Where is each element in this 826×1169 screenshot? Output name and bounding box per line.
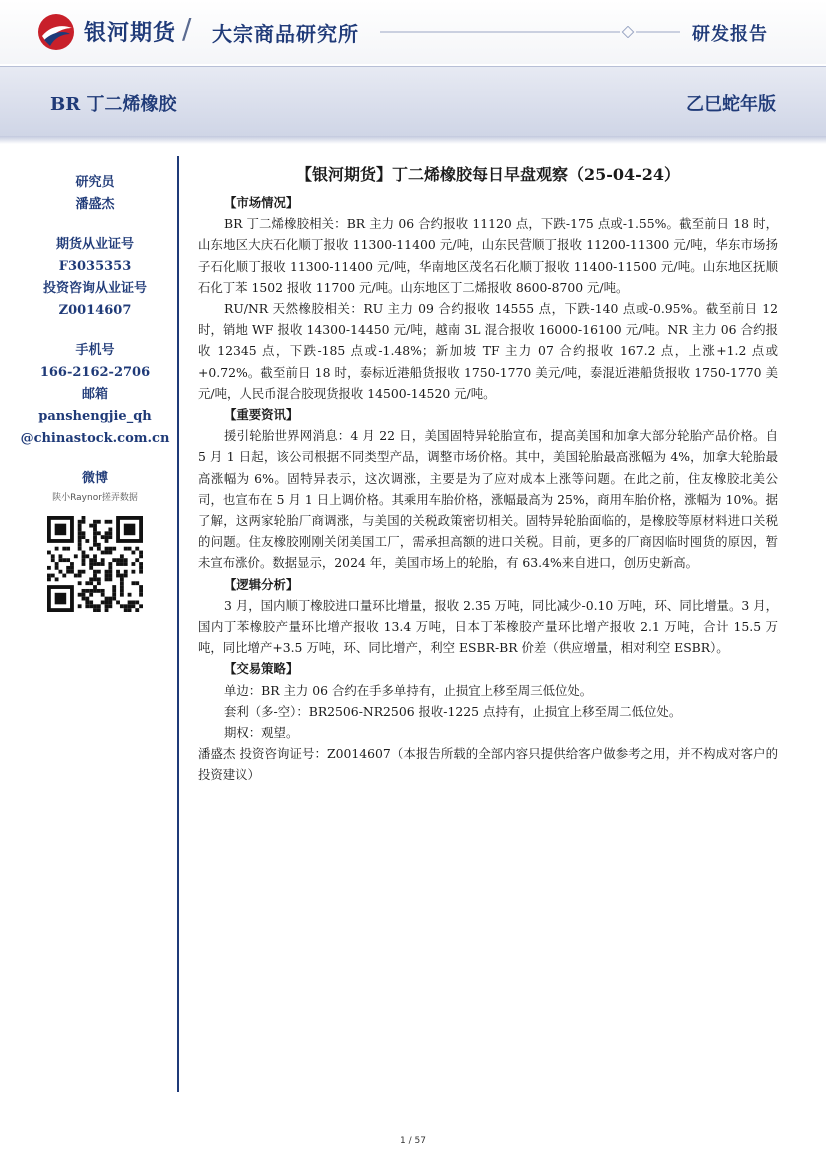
email-line-2[interactable]: @chinastock.com.cn	[20, 431, 170, 446]
paragraph-ru-nr-market: RU/NR 天然橡胶相关：RU 主力 09 合约报收 14555 点，下跌-140 点或-0.95%。截至前日 12 时，销地 WF 报收 14300-14450 元/吨，越南 3L 混合报收 16000-16100 元/吨。NR 主力 06 合约报收 12345 点，下跌-185 点或-1.48%；新加坡 TF 主力 07 合约报收 167.2 点，上涨+1.2 点或+0.72%。截至前日 18 时，泰标近港船货报收 1750-1770 美元/吨，泰混近港船货报收 1750-1770 美元/吨，人民币混合胶现货报收 14500-14520 元/吨。	[198, 301, 778, 401]
email-label: 邮箱	[81, 387, 108, 402]
advisory-number: Z0014607	[58, 303, 132, 318]
license-label: 期货从业证号	[55, 237, 134, 252]
paragraph-arbitrage: 套利（多-空）：BR2506-NR2506 报收-1225 点持有，止损宜上移至周二低位处。	[224, 703, 682, 719]
report-title: 【银河期货】丁二烯橡胶每日早盘观察（25-04-24）	[295, 165, 681, 184]
page-number: 1 / 57	[400, 1136, 426, 1146]
paragraph-options: 期权：观望。	[224, 725, 299, 741]
sidebar-divider	[177, 156, 179, 1092]
weibo-handle: 陕小Raynor搓弄数据	[52, 493, 138, 503]
paragraph-logic: 3 月，国内顺丁橡胶进口量环比增量，报收 2.35 万吨，同比减少-0.10 万吨，环、同比增量。3 月，国内丁苯橡胶产量环比增产报收 13.4 万吨，日本丁苯橡胶产量环比增产报收 2.1 万吨，合计 15.5 万吨，同比增产+3.5 万吨，环、同比增产，利空 ESBR-BR 价差（供应增量，相对利空 ESBR）。	[198, 597, 778, 656]
decorative-line	[380, 26, 680, 38]
analyst-sidebar	[20, 172, 170, 630]
header-top	[0, 0, 826, 64]
license-number: F3035353	[58, 259, 132, 274]
band-stripe	[0, 136, 826, 144]
qr-code-icon	[47, 516, 143, 612]
analyst-block	[20, 172, 170, 216]
paragraph-news: 援引轮胎世界网消息：4 月 22 日，美国固特异轮胎宣布，提高美国和加拿大部分轮胎产品价格。自 5 月 1 日起，该公司根据不同类型产品，调整市场价格。其中，美国轮胎最高涨幅为 4%，加拿大轮胎最高涨幅为 6%。固特异表示，这次调涨，主要是为了应对成本上涨等问题。在此之前，住友橡胶北美公司，也宣布在 5 月 1 日上调价格。其乘用车胎价格，涨幅最高为 25%，商用车胎价格，涨幅为 10%。据了解，这两家轮胎厂商调涨，与美国的关税政策密切相关。固特异轮胎面临的，是橡胶等原材料进口关税的问题。住友橡胶刚刚关闭美国工厂，需承担高额的进口关税。目前，更多的厂商因临时囤货的原因，暂未宣布涨价。数据显示，2024 年，美国市场上的轮胎，有 63.4%来自进口，创历史新高。	[198, 428, 778, 571]
institute-name: 大宗商品研究所	[212, 22, 359, 46]
divider-slash: /	[182, 12, 192, 45]
brand-name: 银河期货	[84, 21, 177, 46]
galaxy-logo-icon	[36, 12, 76, 52]
phone-number: 166-2162-2706	[39, 365, 151, 380]
paragraph-br-market: BR 丁二烯橡胶相关：BR 主力 06 合约报收 11120 点，下跌-175 点或-1.55%。截至前日 18 时，山东地区大庆石化顺丁报收 11300-11400 元/吨，山东民营顺丁报收 11200-11300 元/吨，华东市场扬子石化顺丁报收 11300-11400 元/吨，华南地区茂名石化顺丁报收 11400-11500 元/吨。山东地区抚顺石化丁苯 1502 报收 11700 元/吨。山东地区丁二烯报收 8600-8700 元/吨。	[198, 216, 778, 295]
contact-block	[20, 340, 170, 450]
product-title: BR 丁二烯橡胶	[50, 94, 177, 115]
advisory-label: 投资咨询从业证号	[42, 281, 147, 296]
license-block	[20, 234, 170, 322]
edition-label: 乙巳蛇年版	[686, 94, 776, 115]
report-body	[198, 164, 778, 786]
analyst-role: 研究员	[75, 175, 115, 190]
section-market: 【市场情况】	[224, 195, 299, 210]
paragraph-single-side: 单边：BR 主力 06 合约在手多单持有，止损宜上移至周三低位处。	[224, 682, 593, 698]
section-news: 【重要资讯】	[224, 407, 299, 423]
section-logic: 【逻辑分析】	[224, 576, 299, 592]
weibo-block	[20, 468, 170, 612]
report-type: 研发报告	[692, 24, 768, 45]
email-line-1[interactable]: panshengjie_qh	[38, 409, 152, 424]
disclaimer: 潘盛杰 投资咨询证号：Z0014607（本报告所载的全部内容只提供给客户做参考之用，并不构成对客户的投资建议）	[198, 746, 778, 783]
section-strategy: 【交易策略】	[224, 661, 299, 677]
weibo-label: 微博	[81, 471, 108, 486]
analyst-name: 潘盛杰	[75, 197, 115, 212]
phone-label: 手机号	[75, 343, 115, 358]
